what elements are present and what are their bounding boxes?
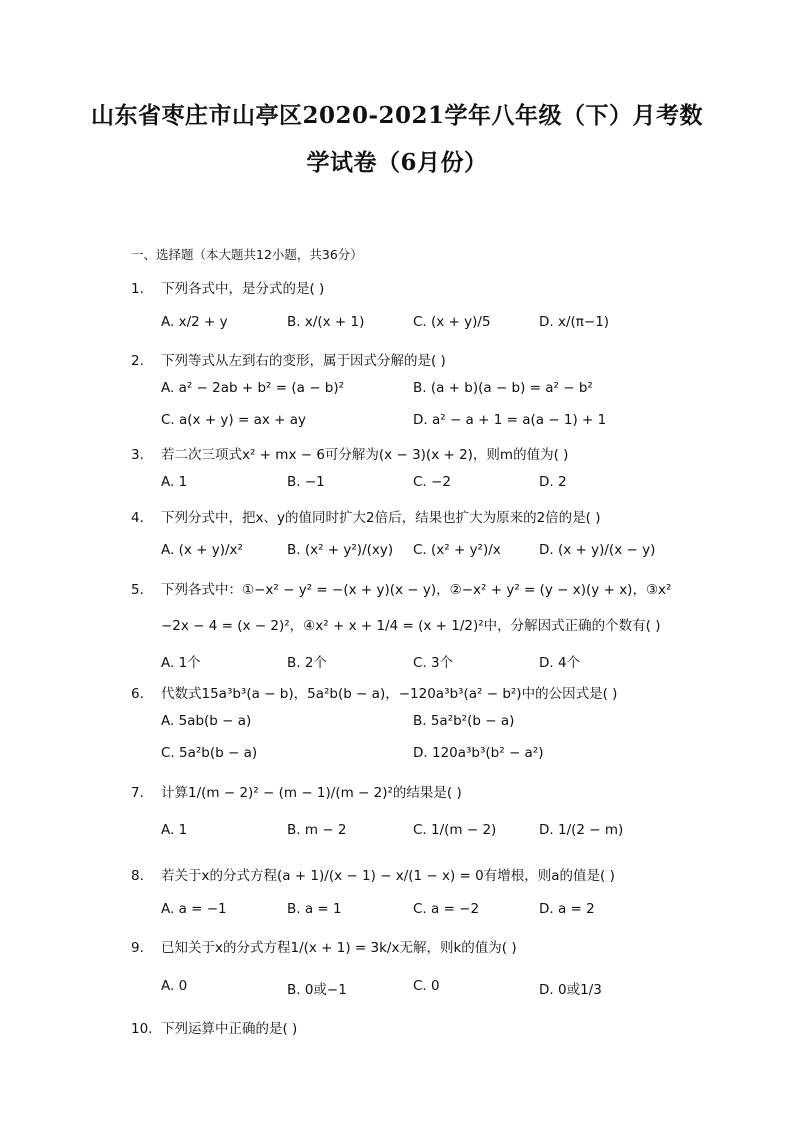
question-stem-continued: −2x − 4 = (x − 2)²，④x² + x + 1/4 = (x + 1/2)²中，分解因式正确的个数有( ) — [161, 618, 661, 634]
option-d: D. 0或1/3 — [539, 982, 602, 998]
question-6 — [131, 682, 617, 702]
question-number: 6. — [131, 686, 144, 702]
option-b: B. 2个 — [287, 655, 327, 671]
option-b: B. m − 2 — [287, 822, 347, 838]
option-d: D. 120a³b³(b² − a²) — [413, 745, 544, 761]
option-c: C. a = −2 — [413, 901, 480, 917]
option-d: D. 2 — [539, 474, 567, 490]
option-c: C. −2 — [413, 474, 451, 490]
question-1 — [131, 277, 324, 297]
question-stem: 已知关于x的分式方程1/(x + 1) = 3k/x无解，则k的值为( ) — [161, 940, 517, 956]
option-c: C. 0 — [413, 978, 440, 994]
question-number: 5. — [131, 582, 144, 598]
question-stem: 下列各式中，是分式的是( ) — [161, 281, 325, 297]
paper-title-line2: 学试卷（6月份） — [306, 149, 488, 176]
option-d: D. a² − a + 1 = a(a − 1) + 1 — [413, 412, 607, 428]
question-stem: 下列等式从左到右的变形，属于因式分解的是( ) — [161, 353, 446, 369]
question-5 — [131, 578, 671, 598]
question-stem: 下列分式中，把x、y的值同时扩大2倍后，结果也扩大为原来的2倍的是( ) — [161, 510, 601, 526]
question-stem: 下列各式中：①−x² − y² = −(x + y)(x − y)，②−x² + y² = (y − x)(y + x)，③x² — [161, 582, 672, 598]
option-a: A. 1 — [161, 474, 188, 490]
option-c: C. a(x + y) = ax + ay — [161, 412, 306, 428]
question-9 — [131, 936, 517, 956]
option-b: B. −1 — [287, 474, 325, 490]
question-number: 9. — [131, 940, 144, 956]
question-10 — [131, 1017, 297, 1037]
option-c: C. 3个 — [413, 655, 454, 671]
question-stem: 若关于x的分式方程(a + 1)/(x − 1) − x/(1 − x) = 0有增根，则a的值是( ) — [161, 868, 615, 884]
question-stem: 若二次三项式x² + mx − 6可分解为(x − 3)(x + 2)，则m的值为( ) — [161, 447, 569, 463]
option-b: B. a = 1 — [287, 901, 342, 917]
question-number: 10. — [131, 1021, 153, 1037]
option-b: B. (x² + y²)/(xy) — [287, 542, 394, 558]
section-heading: 一、选择题（本大题共12小题，共36分） — [131, 247, 363, 262]
option-c: C. (x + y)/5 — [413, 314, 491, 330]
question-stem: 计算1/(m − 2)² − (m − 1)/(m − 2)²的结果是( ) — [161, 785, 462, 801]
option-a: A. x/2 + y — [161, 314, 228, 330]
option-c: C. (x² + y²)/x — [413, 542, 501, 558]
question-number: 1. — [131, 281, 144, 297]
option-d: D. a = 2 — [539, 901, 595, 917]
option-c: C. 1/(m − 2) — [413, 822, 497, 838]
question-stem: 下列运算中正确的是( ) — [161, 1021, 298, 1037]
option-a: A. a² − 2ab + b² = (a − b)² — [161, 380, 345, 396]
option-a: A. 5ab(b − a) — [161, 713, 252, 729]
question-7 — [131, 781, 462, 801]
option-b: B. (a + b)(a − b) = a² − b² — [413, 380, 593, 396]
question-number: 3. — [131, 447, 144, 463]
option-b: B. 5a²b²(b − a) — [413, 713, 515, 729]
option-d: D. 1/(2 − m) — [539, 822, 624, 838]
option-c: C. 5a²b(b − a) — [161, 745, 258, 761]
question-number: 4. — [131, 510, 144, 526]
question-3 — [131, 443, 568, 463]
question-number: 8. — [131, 868, 144, 884]
option-b: B. x/(x + 1) — [287, 314, 365, 330]
option-d: D. 4个 — [539, 655, 581, 671]
question-number: 2. — [131, 353, 144, 369]
option-a: A. 1个 — [161, 655, 201, 671]
option-a: A. a = −1 — [161, 901, 227, 917]
question-8 — [131, 864, 615, 884]
option-d: D. (x + y)/(x − y) — [539, 542, 656, 558]
option-a: A. 1 — [161, 822, 188, 838]
option-d: D. x/(π−1) — [539, 314, 610, 330]
question-2 — [131, 349, 446, 369]
option-b: B. 0或−1 — [287, 982, 347, 998]
question-4 — [131, 506, 600, 526]
question-stem: 代数式15a³b³(a − b)，5a²b(b − a)，−120a³b³(a² − b²)中的公因式是( ) — [161, 686, 618, 702]
option-a: A. (x + y)/x² — [161, 542, 243, 558]
paper-title-line1: 山东省枣庄市山亭区2020-2021学年八年级（下）月考数 — [90, 102, 704, 129]
question-number: 7. — [131, 785, 144, 801]
option-a: A. 0 — [161, 978, 188, 994]
